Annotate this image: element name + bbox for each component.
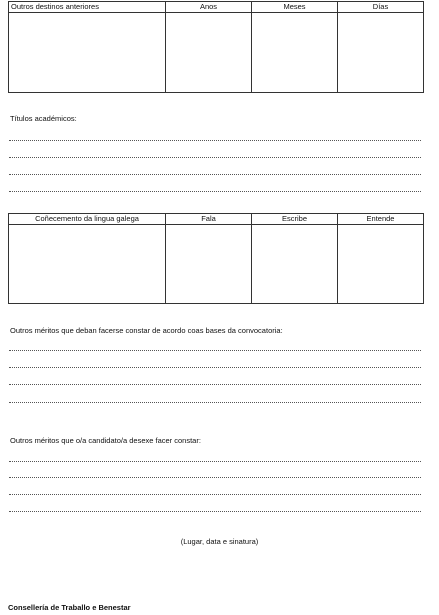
table-header-row	[9, 2, 424, 13]
col-header-destinations: Outros destinos anteriores	[9, 2, 166, 13]
merits-bases-line-1[interactable]	[9, 350, 421, 351]
academic-titles-label: Títulos académicos:	[10, 114, 77, 123]
understands-cell[interactable]	[338, 225, 424, 304]
academic-titles-line-3[interactable]	[9, 174, 421, 175]
table-row	[9, 13, 424, 93]
footer-department: Consellería de Traballo e Benestar	[8, 603, 131, 612]
destinations-cell[interactable]	[9, 13, 166, 93]
merits-bases-line-4[interactable]	[9, 402, 421, 403]
academic-titles-line-4[interactable]	[9, 191, 421, 192]
previous-destinations-table	[8, 1, 424, 93]
academic-titles-line-2[interactable]	[9, 157, 421, 158]
col-header-understands: Entende	[338, 214, 424, 225]
years-cell[interactable]	[166, 13, 252, 93]
col-header-writes: Escribe	[252, 214, 338, 225]
merits-bases-line-2[interactable]	[9, 367, 421, 368]
merits-candidate-line-1[interactable]	[9, 461, 421, 462]
days-cell[interactable]	[338, 13, 424, 93]
merits-bases-label: Outros méritos que deban facerse constar de acordo coas bases da convocatoria:	[10, 326, 283, 335]
merits-candidate-line-4[interactable]	[9, 511, 421, 512]
col-header-years: Anos	[166, 2, 252, 13]
table-row	[9, 225, 424, 304]
merits-candidate-line-2[interactable]	[9, 477, 421, 478]
writes-cell[interactable]	[252, 225, 338, 304]
col-header-days: Días	[338, 2, 424, 13]
galician-language-table	[8, 213, 424, 304]
months-cell[interactable]	[252, 13, 338, 93]
merits-bases-line-3[interactable]	[9, 384, 421, 385]
table-header-row	[9, 214, 424, 225]
col-header-speaks: Fala	[166, 214, 252, 225]
col-header-months: Meses	[252, 2, 338, 13]
merits-candidate-line-3[interactable]	[9, 494, 421, 495]
speaks-cell[interactable]	[166, 225, 252, 304]
merits-candidate-label: Outros méritos que o/a candidato/a desexe facer constar:	[10, 436, 201, 445]
col-header-galician: Coñecemento da lingua galega	[9, 214, 166, 225]
academic-titles-line-1[interactable]	[9, 140, 421, 141]
place-date-signature: (Lugar, data e sinatura)	[180, 537, 259, 546]
galician-cell[interactable]	[9, 225, 166, 304]
